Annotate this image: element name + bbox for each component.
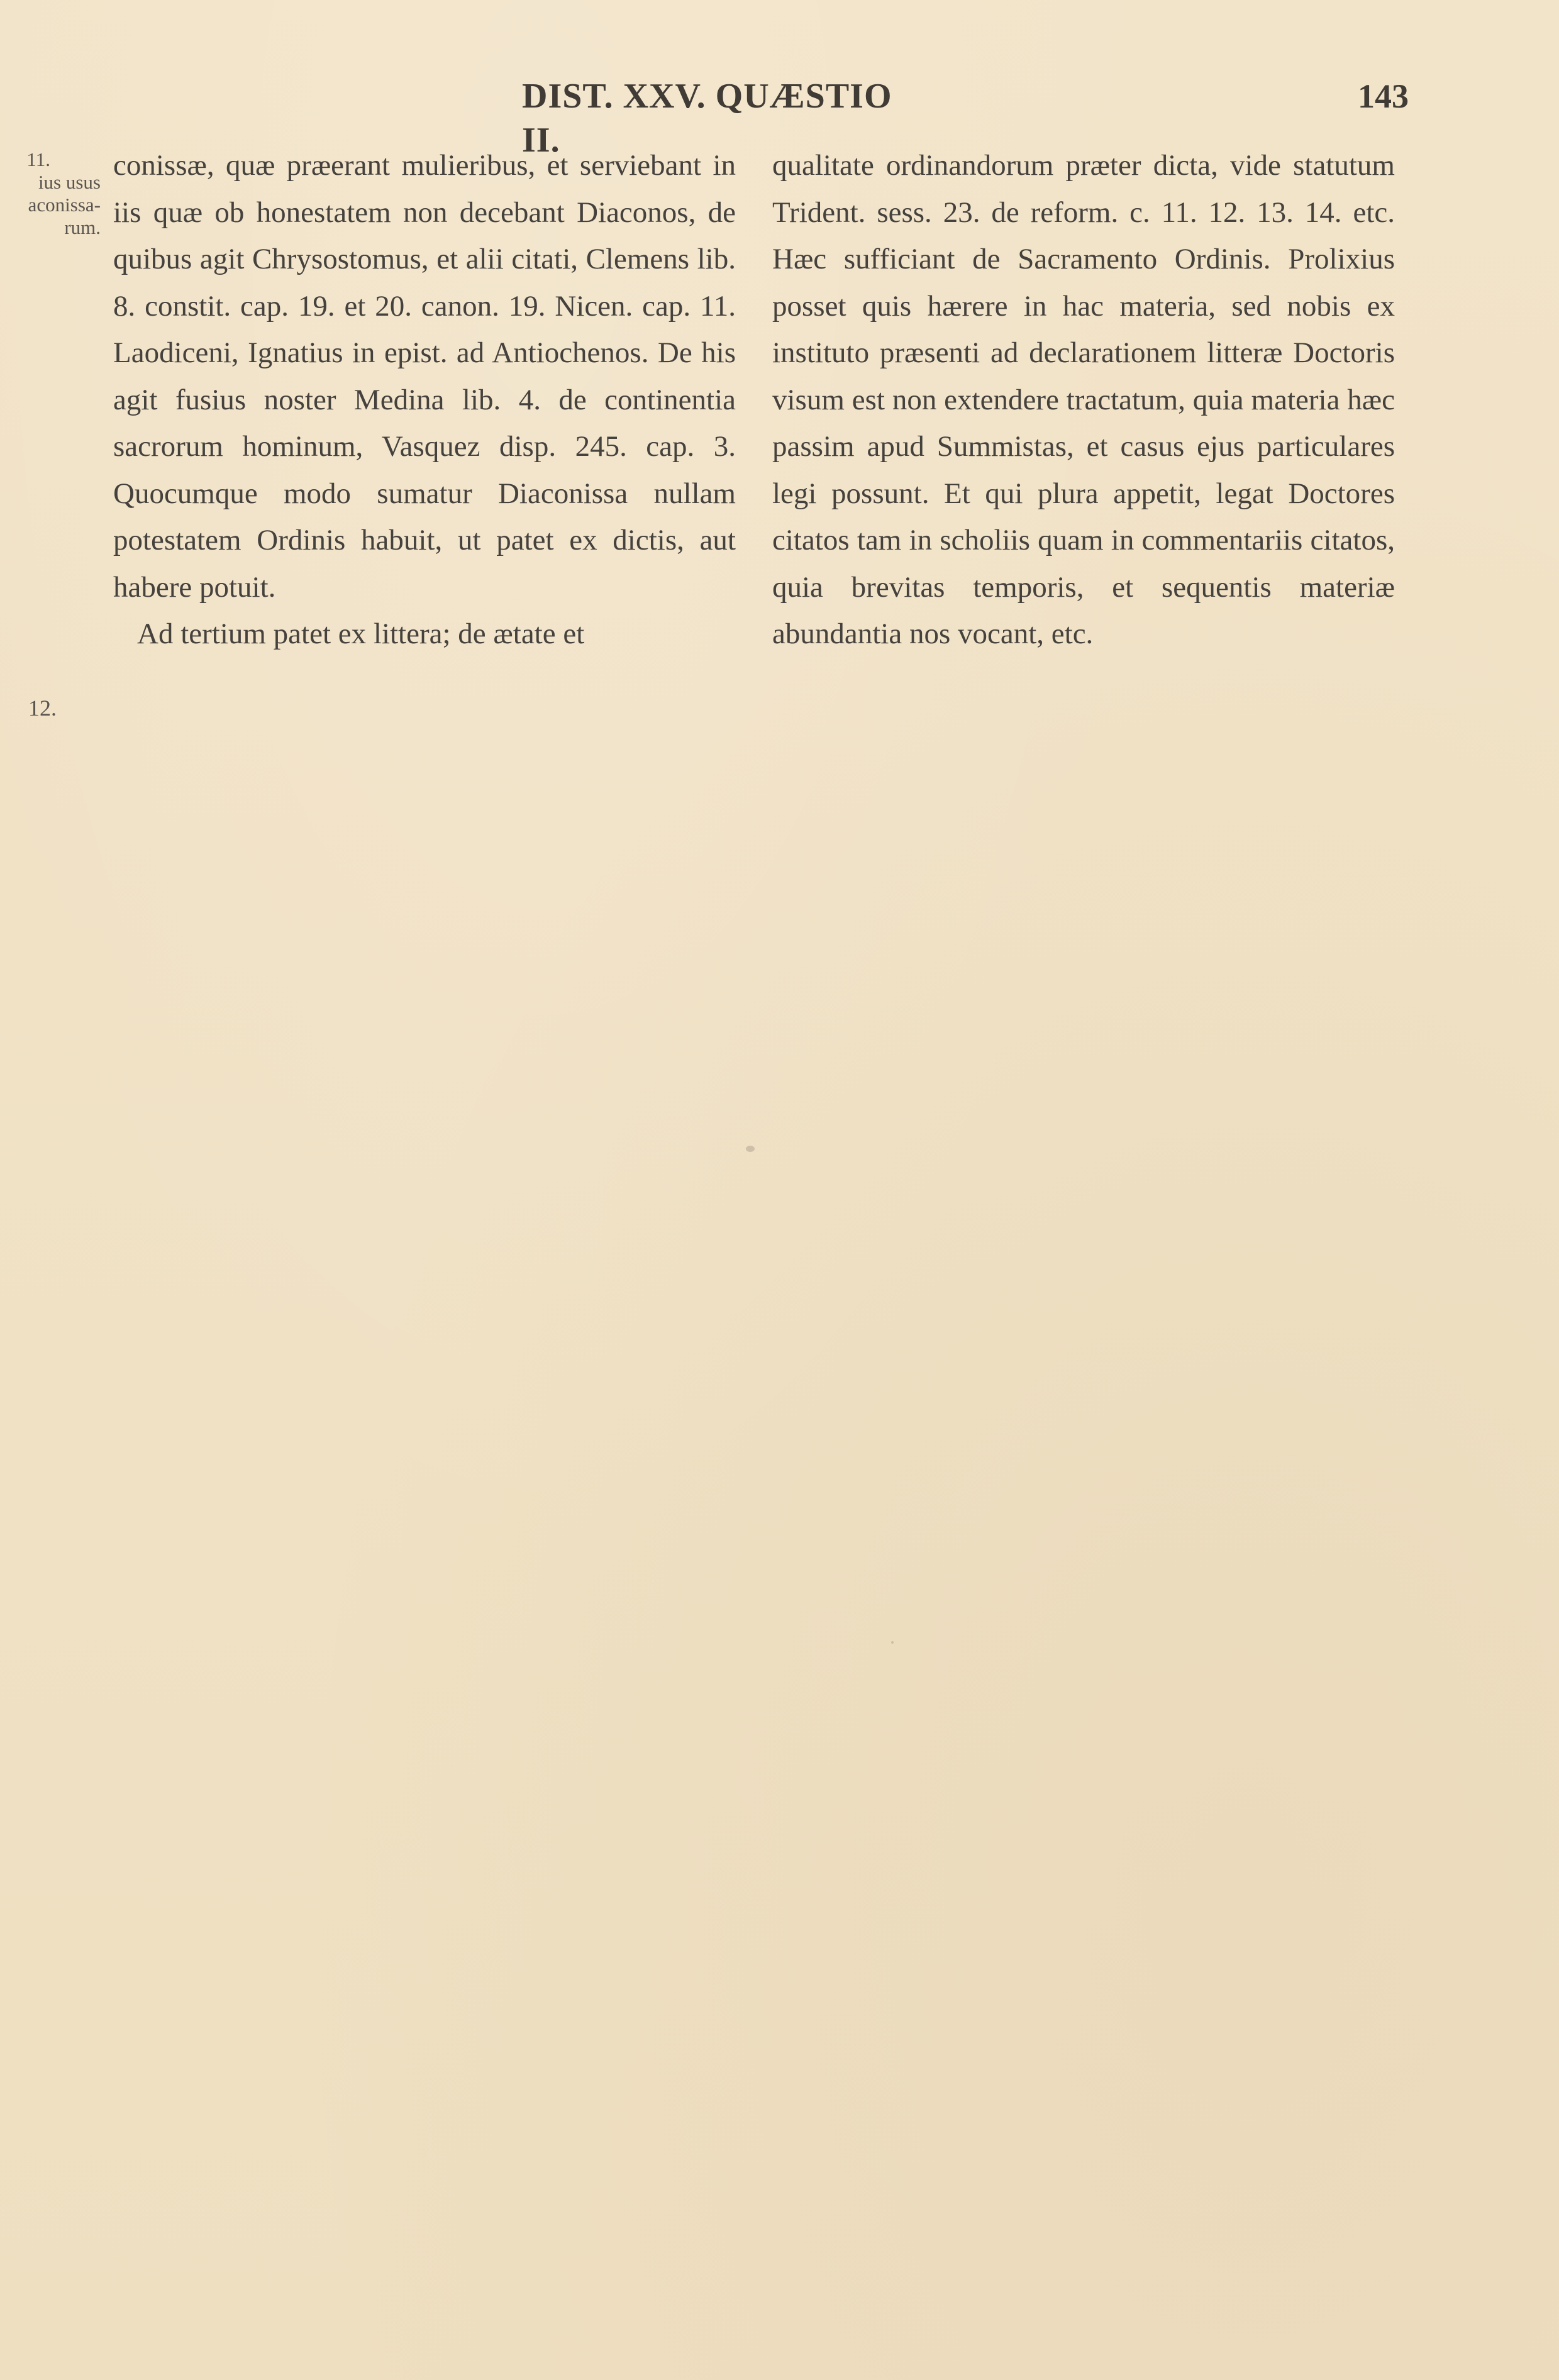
paper-speck — [746, 1146, 755, 1152]
left-paragraph-1: conissæ, quæ præerant mulieribus, et serviebant in iis quæ ob honestatem non decebant Diaconos, de quibus agit Chrysostomus, et alii citati, Clemens lib. 8. constit. cap. 19. et 20. canon. 19. Nicen. cap. 11. Laodiceni, Ignatius in epist. ad Antiochenos. De his agit fusius noster Medina lib. 4. de continentia sacrorum hominum, Vasquez disp. 245. cap. 3. Quocumque modo sumatur Diaconissa nullam potestatem Ordinis habuit, ut patet ex dictis, aut habere potuit. — [113, 149, 736, 604]
running-header-title: DIST. XXV. QUÆSTIO II. — [522, 77, 892, 160]
left-text-column — [113, 142, 736, 658]
margin-note-11 — [0, 148, 101, 239]
right-paragraph-1: qualitate ordinandorum præter dicta, vide statutum Trident. sess. 23. de reform. c. 11. 12. 13. 14. etc. Hæc sufficiant de Sacramento Ordinis. Prolixius posset quis hærere in hac materia, sed nobis ex instituto præsenti ad declarationem litteræ Doctoris visum est non extendere tractatum, quia materia hæc passim apud Summistas, et casus ejus particulares legi possunt. Et qui plura appetit, legat Doctores citatos tam in scholiis quam in commentariis citatos, quia brevitas temporis, et sequentis materiæ abundantia nos vocant, etc. — [772, 149, 1395, 650]
right-text-column — [772, 142, 1395, 658]
margin-note-11-line-1: ius usus — [38, 171, 101, 193]
paper-speck — [891, 1641, 894, 1644]
margin-note-11-line-2: aconissa- — [28, 194, 101, 216]
margin-note-12-number: 12. — [28, 695, 57, 721]
page-number: 143 — [1358, 77, 1409, 115]
left-paragraph-2: Ad tertium patet ex littera; de ætate et — [137, 617, 585, 650]
margin-note-11-number: 11. — [26, 148, 50, 170]
margin-note-12 — [0, 695, 57, 721]
margin-note-11-line-3: rum. — [64, 216, 101, 238]
